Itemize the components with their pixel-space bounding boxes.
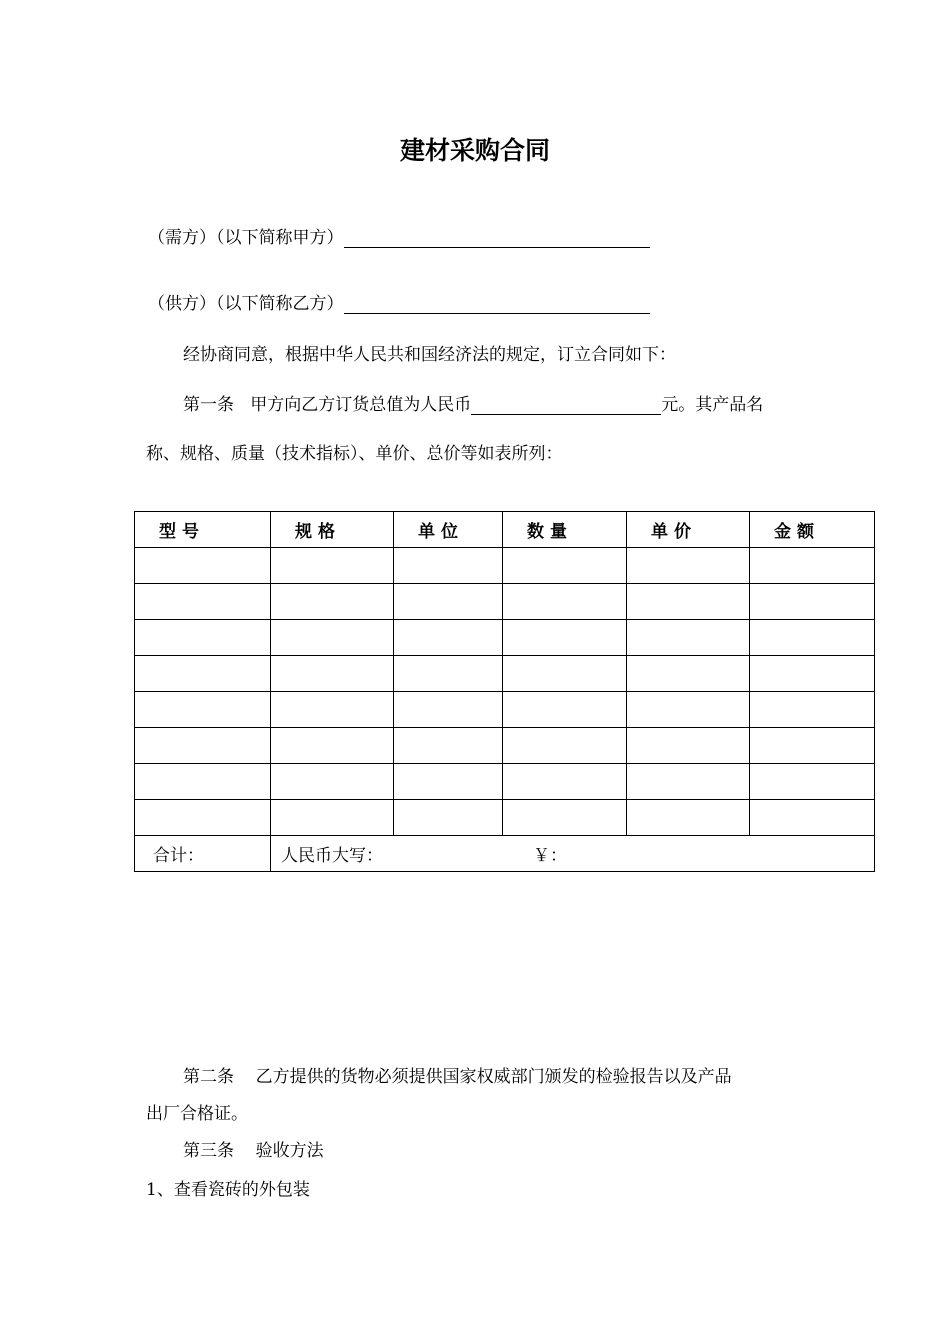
table-cell[interactable] xyxy=(271,620,394,656)
table-cell[interactable] xyxy=(503,620,627,656)
table-cell[interactable] xyxy=(135,656,271,692)
table-cell[interactable] xyxy=(394,584,503,620)
buyer-line xyxy=(148,228,650,248)
table-row xyxy=(135,692,875,728)
table-cell[interactable] xyxy=(135,692,271,728)
seller-line xyxy=(148,294,650,314)
article-1 xyxy=(183,395,763,415)
table-row xyxy=(135,656,875,692)
product-table xyxy=(134,511,875,872)
header-spec: 规格 xyxy=(271,512,394,548)
buyer-label: （需方）（以下简称甲方） xyxy=(148,228,344,248)
article-3: 第三条 验收方法 xyxy=(183,1141,324,1161)
table-cell[interactable] xyxy=(394,800,503,836)
list-item: 1、查看瓷砖的外包装 xyxy=(146,1180,310,1200)
header-unit-price: 单价 xyxy=(627,512,750,548)
table-cell[interactable] xyxy=(627,728,750,764)
table-cell[interactable] xyxy=(271,656,394,692)
table-cell[interactable] xyxy=(135,548,271,584)
table-row xyxy=(135,800,875,836)
table-cell[interactable] xyxy=(394,692,503,728)
article-2-continuation: 出厂合格证。 xyxy=(146,1104,248,1124)
total-amount-blank[interactable] xyxy=(471,398,661,415)
table-cell[interactable] xyxy=(135,584,271,620)
table-cell[interactable] xyxy=(271,584,394,620)
table-cell[interactable] xyxy=(627,548,750,584)
header-amount: 金额 xyxy=(750,512,875,548)
table-cell[interactable] xyxy=(135,800,271,836)
table-cell[interactable] xyxy=(394,548,503,584)
table-cell[interactable] xyxy=(503,548,627,584)
table-cell[interactable] xyxy=(750,548,875,584)
table-row xyxy=(135,584,875,620)
table-cell[interactable] xyxy=(271,764,394,800)
table-cell[interactable] xyxy=(503,728,627,764)
buyer-blank[interactable] xyxy=(344,231,650,248)
table-cell[interactable] xyxy=(750,764,875,800)
table-row xyxy=(135,728,875,764)
table-cell[interactable] xyxy=(503,692,627,728)
table-cell[interactable] xyxy=(135,728,271,764)
table-cell[interactable] xyxy=(503,656,627,692)
document-title: 建材采购合同 xyxy=(399,136,550,165)
header-unit: 单位 xyxy=(394,512,503,548)
table-cell[interactable] xyxy=(503,800,627,836)
table-row xyxy=(135,764,875,800)
table-cell[interactable] xyxy=(394,764,503,800)
table-row xyxy=(135,548,875,584)
table-cell[interactable] xyxy=(750,620,875,656)
table-cell[interactable] xyxy=(503,764,627,800)
table-cell[interactable] xyxy=(750,656,875,692)
table-cell[interactable] xyxy=(750,692,875,728)
table-cell[interactable] xyxy=(135,620,271,656)
total-rmb-label: 人民币大写： xyxy=(281,846,383,866)
table-cell[interactable] xyxy=(627,656,750,692)
table-cell[interactable] xyxy=(394,728,503,764)
table-cell[interactable] xyxy=(750,800,875,836)
header-quantity: 数量 xyxy=(503,512,627,548)
table-cell[interactable] xyxy=(394,656,503,692)
table-cell[interactable] xyxy=(627,764,750,800)
article-2: 第二条 乙方提供的货物必须提供国家权威部门颁发的检验报告以及产品 xyxy=(183,1067,732,1087)
table-cell[interactable] xyxy=(627,800,750,836)
table-cell[interactable] xyxy=(750,728,875,764)
table-cell[interactable] xyxy=(271,728,394,764)
table-cell[interactable] xyxy=(750,584,875,620)
table-cell[interactable] xyxy=(627,692,750,728)
article-1-suffix: 元。其产品名 xyxy=(661,395,764,415)
total-value-cell[interactable] xyxy=(271,836,875,872)
table-cell[interactable] xyxy=(627,584,750,620)
table-cell[interactable] xyxy=(394,620,503,656)
article-1-prefix: 第一条 甲方向乙方订货总值为人民币 xyxy=(183,395,472,415)
article-1-continuation: 称、规格、质量（技术指标）、单价、总价等如表所列： xyxy=(146,444,563,464)
intro-paragraph: 经协商同意，根据中华人民共和国经济法的规定，订立合同如下： xyxy=(183,345,676,365)
seller-label: （供方）（以下简称乙方） xyxy=(148,294,344,314)
table-cell[interactable] xyxy=(503,584,627,620)
total-yen-label: ￥： xyxy=(533,846,567,866)
table-header-row xyxy=(135,512,875,548)
table-row xyxy=(135,620,875,656)
table-total-row xyxy=(135,836,875,872)
table-cell[interactable] xyxy=(627,620,750,656)
seller-blank[interactable] xyxy=(344,297,650,314)
table-cell[interactable] xyxy=(271,692,394,728)
table-cell[interactable] xyxy=(135,764,271,800)
total-label: 合计： xyxy=(135,836,271,872)
header-model: 型号 xyxy=(135,512,271,548)
table-cell[interactable] xyxy=(271,548,394,584)
table-cell[interactable] xyxy=(271,800,394,836)
